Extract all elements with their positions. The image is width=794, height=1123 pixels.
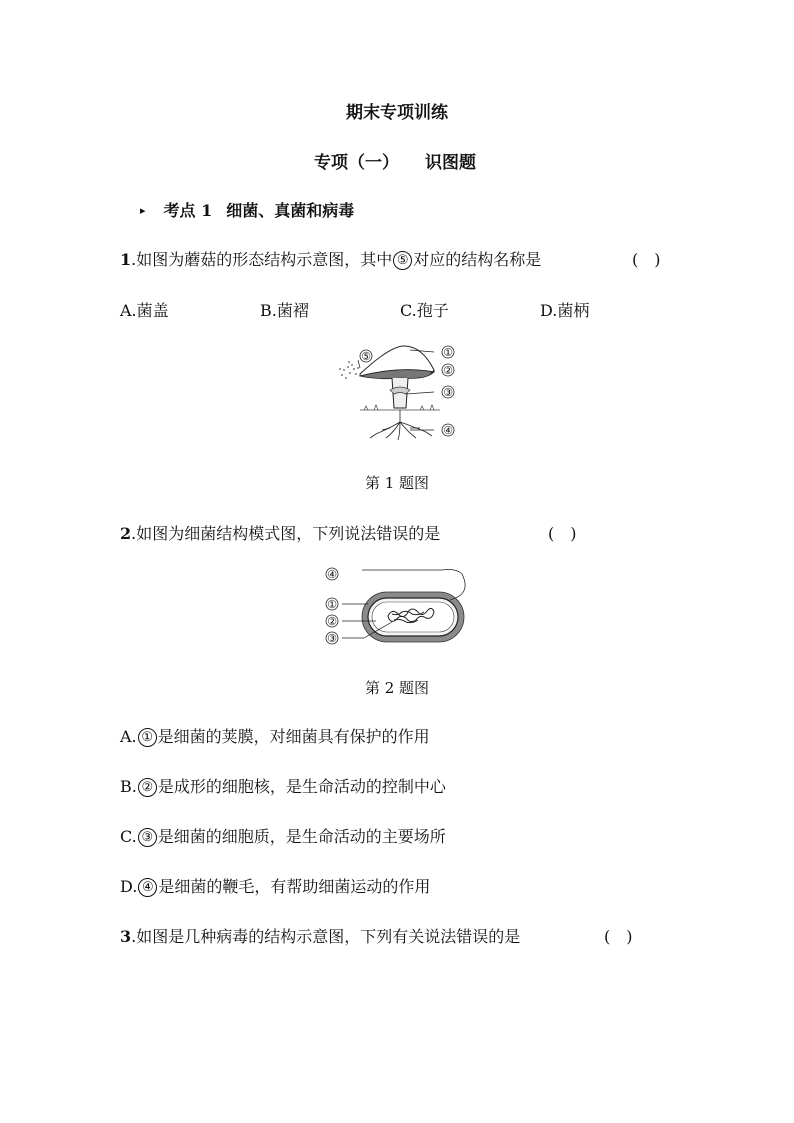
- question-1-text-before: .如图为蘑菇的形态结构示意图，其中: [131, 250, 393, 269]
- q2-statement-d: [120, 874, 430, 897]
- q1-option-d: D.菌柄: [540, 301, 590, 320]
- bacterium-cytoplasm: [372, 602, 454, 632]
- q2-statement-c: [120, 824, 446, 847]
- q1-option-a: A.菌盖: [120, 301, 169, 320]
- kaodian-heading: [140, 198, 354, 221]
- label-2: ②: [327, 615, 337, 628]
- question-1-text-after: 对应的结构名称是: [413, 250, 542, 269]
- figure-1-caption: 第 1 题图: [364, 474, 430, 492]
- question-3-number: 3: [120, 927, 132, 946]
- question-1-circled: ⑤: [393, 251, 412, 270]
- figure-2-caption: 第 2 题图: [364, 679, 430, 697]
- bacterium-figure: [322, 564, 472, 650]
- label-1: ①: [443, 346, 453, 359]
- label-1: ①: [327, 598, 337, 611]
- question-1-number: 1: [120, 250, 132, 269]
- q2-statement-a: [120, 724, 430, 747]
- subtitle-part1: 专项（一）: [314, 153, 399, 173]
- question-3-text: .如图是几种病毒的结构示意图，下列有关说法错误的是: [131, 927, 521, 946]
- question-3-answer-paren: ( ): [604, 927, 633, 946]
- section-subtitle: [314, 148, 476, 173]
- question-2: [120, 521, 440, 544]
- label-4: ④: [443, 424, 453, 437]
- statement-circled: ②: [138, 778, 157, 797]
- label-2: ②: [443, 364, 453, 377]
- statement-text: 是细菌的鞭毛，有帮助细菌运动的作用: [158, 877, 431, 896]
- label-4: ④: [327, 568, 337, 581]
- triangle-marker-icon: ▸: [140, 204, 146, 217]
- mushroom-figure: [330, 338, 470, 448]
- question-3: [120, 924, 520, 947]
- statement-prefix: D.: [120, 877, 138, 896]
- label-3: ③: [327, 632, 337, 645]
- statement-text: 是成形的细胞核，是生命活动的控制中心: [157, 777, 446, 796]
- question-2-number: 2: [120, 524, 132, 543]
- q1-option-c: C.孢子: [400, 301, 449, 320]
- question-1: [120, 247, 541, 270]
- statement-circled: ③: [138, 828, 157, 847]
- kaodian-label: 考点 1: [163, 201, 213, 220]
- statement-prefix: C.: [120, 827, 137, 846]
- page-title: 期末专项训练: [346, 103, 448, 123]
- statement-circled: ①: [138, 728, 157, 747]
- statement-circled: ④: [138, 878, 157, 897]
- spores-icon: [339, 361, 359, 379]
- subtitle-part2: 识图题: [425, 153, 476, 173]
- label-3: ③: [443, 386, 453, 399]
- statement-text: 是细菌的荚膜，对细菌具有保护的作用: [157, 727, 430, 746]
- mycelium-icon: [370, 410, 432, 440]
- q2-statement-b: [120, 774, 446, 797]
- label-5: ⑤: [361, 350, 371, 363]
- statement-text: 是细菌的细胞质，是生命活动的主要场所: [157, 827, 446, 846]
- q1-option-b: B.菌褶: [260, 301, 309, 320]
- question-2-answer-paren: ( ): [548, 524, 577, 543]
- kaodian-topic: 细菌、真菌和病毒: [226, 201, 355, 220]
- statement-prefix: A.: [120, 727, 137, 746]
- question-1-answer-paren: ( ): [632, 250, 661, 269]
- bacterium-labels: [326, 568, 338, 645]
- question-2-text: .如图为细菌结构模式图，下列说法错误的是: [131, 524, 441, 543]
- statement-prefix: B.: [120, 777, 137, 796]
